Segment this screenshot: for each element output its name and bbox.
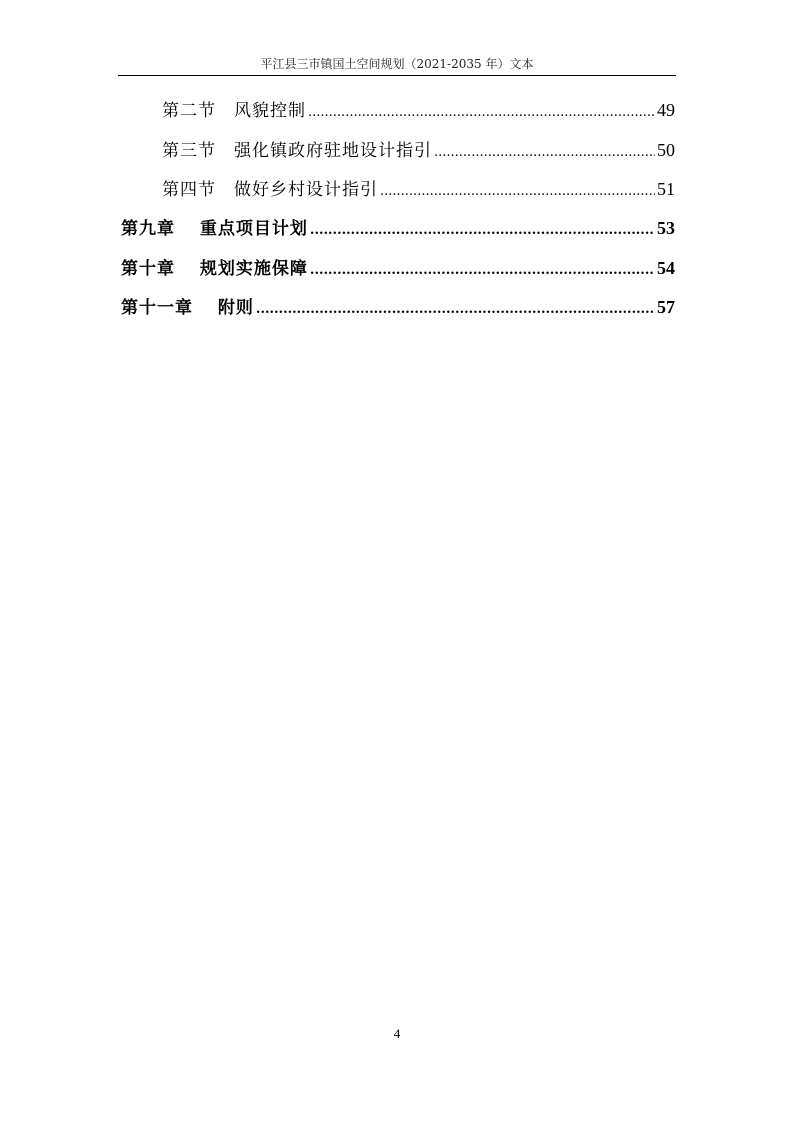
page-number: 4 — [393, 1026, 401, 1041]
toc-entry-page: 54 — [657, 258, 675, 278]
toc-entry-section-2[interactable] — [162, 96, 675, 120]
toc-entry-label: 第二节 风貌控制 — [162, 101, 306, 121]
toc-entry-page: 57 — [657, 297, 675, 317]
toc-entry-page: 49 — [657, 100, 675, 120]
toc-entry-page: 53 — [657, 218, 675, 238]
toc-entry-chapter-9[interactable] — [121, 214, 675, 238]
toc-dot-leader — [310, 259, 655, 279]
toc-entry-label: 第十一章 附则 — [121, 298, 254, 318]
toc-dot-leader — [380, 180, 655, 200]
header-divider — [118, 75, 676, 76]
document-title: 平江县三市镇国土空间规划（2021-2035 年）文本 — [260, 57, 534, 71]
toc-entry-label: 第四节 做好乡村设计指引 — [162, 180, 378, 200]
toc-dot-leader — [308, 101, 655, 121]
toc-entry-page: 50 — [657, 140, 675, 160]
toc-entry-label: 第十章 规划实施保障 — [121, 259, 308, 279]
toc-entry-section-3[interactable] — [162, 136, 675, 160]
toc-entry-label: 第三节 强化镇政府驻地设计指引 — [162, 141, 432, 161]
toc-entry-page: 51 — [657, 179, 675, 199]
toc-entry-section-4[interactable] — [162, 175, 675, 199]
toc-dot-leader — [310, 219, 655, 239]
toc-entry-chapter-10[interactable] — [121, 254, 675, 278]
toc-dot-leader — [256, 298, 655, 318]
toc-entry-label: 第九章 重点项目计划 — [121, 219, 308, 239]
toc-dot-leader — [434, 141, 655, 161]
toc-entry-chapter-11[interactable] — [121, 293, 675, 317]
